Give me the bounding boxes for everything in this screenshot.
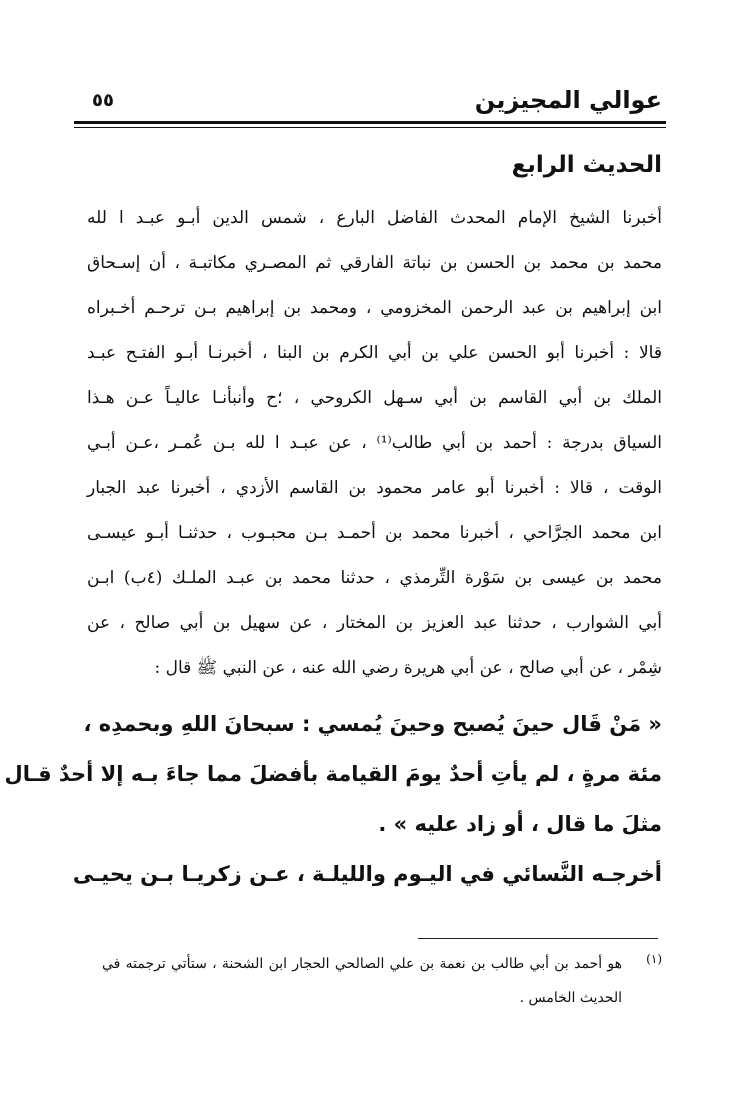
hadith-line: مئة مرةٍ ، لم يأتِ أحدٌ يومَ القيامة بأفضلَ مما جاءَ بـه إلا أحدٌ قـال	[4, 762, 662, 786]
footnote-line: هو أحمد بن أبي طالب بن نعمة بن علي الصالحي الحجار ابن الشحنة ، ستأتي ترجمته في	[102, 956, 622, 972]
header-rule	[74, 121, 666, 124]
body-line: ابن محمد الجرَّاحي ، أخبرنا محمد بن أحمـد بـن محبـوب ، حدثنـا أبـو عيسـى	[87, 523, 662, 543]
book-title: عوالي المجيزين	[474, 86, 662, 114]
body-line: محمد بن محمد بن الحسن بن نباتة الفارقي ثم المصـري مكاتبـة ، أن إسـحاق	[87, 253, 662, 273]
hadith-line: مثلَ ما قال ، أو زاد عليه » .	[378, 812, 662, 836]
body-line: أبي الشوارب ، حدثنا عبد العزيز بن المختار ، عن سهيل بن أبي صالح ، عن	[87, 613, 662, 633]
body-line: الملك بن أبي القاسم بن أبي سـهل الكروحي ، ؛ح وأنبأنـا عاليـاً عـن هـذا	[87, 388, 662, 408]
body-line: ابن إبراهيم بن عبد الرحمن المخزومي ، ومحمد بن إبراهيم بـن ترحـم أخـبراه	[87, 298, 662, 318]
hadith-line: « مَنْ قَال حينَ يُصبح وحينَ يُمسي : سبحانَ اللهِ وبحمدِه ،	[83, 712, 662, 736]
header-rule-thin	[74, 127, 666, 128]
body-line: قالا : أخبرنا أبو الحسن علي بن أبي الكرم بن البنا ، أخبرنـا أبـو الفتـح عبـد	[87, 343, 662, 363]
hadith-line: أخرجـه النَّسائي في اليـوم والليلـة ، عـن زكريـا بـن يحيـى	[72, 862, 662, 886]
footnote-rule	[418, 938, 658, 939]
body-line: محمد بن عيسى بن سَوْرة التِّرمذي ، حدثنا محمد بن عبـد الملـك (٤ب) ابـن	[87, 568, 662, 588]
footnote-marker: (١)	[646, 952, 662, 966]
body-line: السياق بدرجة : أحمد بن أبي طالب⁽¹⁾ ، عن عبـد ا لله بـن عُمـر ،عـن أبـي	[87, 433, 662, 453]
body-line: أخبرنا الشيخ الإمام المحدث الفاضل البارع ، شمس الدين أبـو عبـد ا لله	[87, 208, 662, 228]
section-heading: الحديث الرابع	[511, 152, 662, 178]
footnote-line: الحديث الخامس .	[519, 990, 622, 1006]
body-line: شِمْر ، عن أبي صالح ، عن أبي هريرة رضي الله عنه ، عن النبي ﷺ قال :	[154, 658, 662, 678]
page-number: ٥٥	[92, 90, 114, 111]
body-line: الوقت ، قالا : أخبرنا أبو عامر محمود بن القاسم الأزدي ، أخبرنا عبد الجبار	[87, 478, 662, 498]
